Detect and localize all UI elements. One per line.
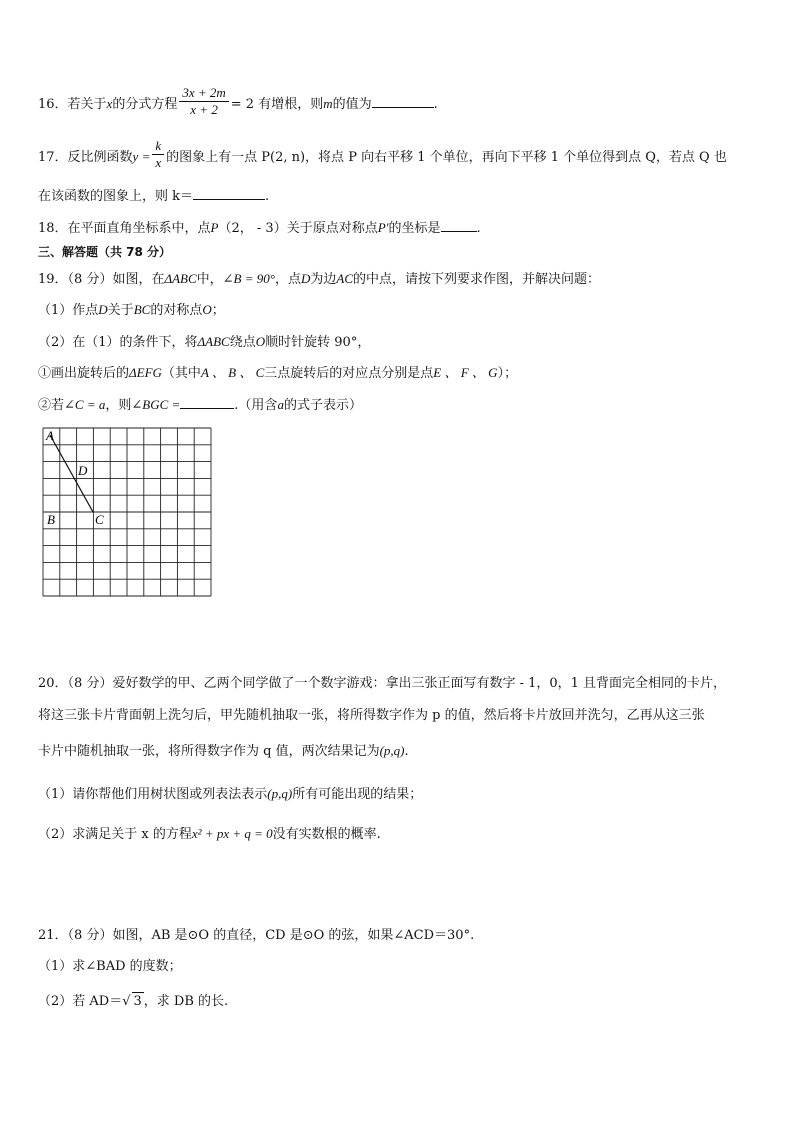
y-equals: y = <box>132 149 151 164</box>
q19-p1-b: 关于 <box>107 303 134 318</box>
q21-p2b: ，求 DB 的长. <box>143 994 229 1009</box>
q19-s2-end: .（用含 <box>234 398 278 413</box>
q19-part-2 <box>38 333 370 352</box>
q19-p2-c: 顺时针旋转 90°， <box>265 335 371 350</box>
label-a: A <box>46 428 54 443</box>
question-19 <box>38 270 600 289</box>
q17-text: 的图象上有一点 P(2, n)，将点 P 向右平移 1 个单位，再向下平移 1 个单位得到点 Q，若点 Q 也 <box>166 150 727 165</box>
q20-line3a: 卡片中随机抽取一张，将所得数字作为 q 值，两次结果记为 <box>38 744 380 759</box>
q16-text-2: = 2 有增根，则 <box>230 97 324 112</box>
side-bc: BC <box>133 302 151 317</box>
fraction <box>152 138 164 171</box>
question-20-line-3 <box>38 742 409 761</box>
triangle-abc: ΔABC <box>164 271 197 286</box>
q21-part-1: （1）求∠BAD 的度数； <box>38 959 182 974</box>
pair-pq: (p,q) <box>267 786 293 801</box>
q17-line2: 在该函数的图象上，则 k＝ <box>38 189 194 204</box>
q19-s2-tail: 的式子表示） <box>283 398 362 413</box>
point-p: P <box>210 220 219 235</box>
q18-tail: 的坐标是 <box>388 221 441 236</box>
angle-bgc: ∠BGC = <box>131 397 181 412</box>
alpha: a <box>277 397 284 412</box>
q19-subpart-2 <box>38 396 362 415</box>
var-m: m <box>323 96 333 111</box>
angle-b: ∠B = 90° <box>222 271 275 286</box>
q19-s2-b: ，则 <box>105 398 132 413</box>
q18-coords: （2， - 3）关于原点对称点 <box>218 221 378 236</box>
q19-intro-e: 的中点，请按下列要求作图，并解决问题： <box>353 272 601 287</box>
grid-lines <box>43 428 211 596</box>
equation: x² + px + q = 0 <box>191 826 273 841</box>
question-20: 20．（8 分）爱好数学的甲、乙两个同学做了一个数字游戏：拿出三张正面写有数字 - 1，0，1 且背面完全相同的卡片， <box>38 676 727 691</box>
question-16 <box>38 85 438 121</box>
q16-text-3: 的值为 <box>332 97 372 112</box>
sqrt-value: 3 <box>133 994 142 1009</box>
side-ac: AC <box>336 271 354 286</box>
q16-text-1: 的分式方程 <box>112 97 178 112</box>
q20-line3b: . <box>404 744 409 759</box>
q19-s2-a: ②若 <box>38 398 65 413</box>
points-efg: E 、 F 、 G <box>433 365 498 380</box>
label-c: C <box>95 512 104 527</box>
question-18 <box>38 219 481 238</box>
q16-number: 16．若关于 <box>38 97 107 112</box>
answer-blank <box>372 95 434 108</box>
q20-p1a: （1）请你帮他们用树状图或列表法表示 <box>38 787 268 802</box>
point-o: O <box>255 334 266 349</box>
q20-p1b: 所有可能出现的结果； <box>292 787 423 802</box>
q19-part-1 <box>38 301 225 320</box>
q19-s1-d: ）； <box>497 366 518 381</box>
q19-s1-a: ①画出旋转后的 <box>38 366 130 381</box>
q19-p2-b: 绕点 <box>229 335 256 350</box>
q19-p1-a: （1）作点 <box>38 303 99 318</box>
q18-text: 18．在平面直角坐标系中，点 <box>38 221 211 236</box>
point-p-prime: P′ <box>377 220 389 235</box>
point-o: O <box>202 302 212 317</box>
q19-intro-c: ，点 <box>274 272 301 287</box>
question-17-line-2 <box>38 187 269 206</box>
q19-s1-b: （其中 <box>161 366 201 381</box>
point-d: D <box>300 271 311 286</box>
q20-p2b: 没有实数根的概率. <box>272 827 381 842</box>
question-21: 21．（8 分）如图，AB 是⊙O 的直径，CD 是⊙O 的弦，如果∠ACD＝30°. <box>38 928 475 943</box>
triangle-efg: ΔEFG <box>129 365 162 380</box>
fraction-denominator: x <box>155 155 162 170</box>
answer-blank <box>193 187 265 200</box>
answer-blank <box>441 219 477 232</box>
pair-pq: (p,q) <box>379 743 405 758</box>
q19-intro-d: 为边 <box>310 272 337 287</box>
q19-s1-c: 三点旋转后的对应点分别是点 <box>264 366 434 381</box>
sqrt-symbol: √ <box>122 994 131 1009</box>
label-d: D <box>78 463 88 478</box>
q21-part-2 <box>38 992 228 1011</box>
section-heading: 三、解答题（共 78 分） <box>38 245 172 259</box>
answer-blank <box>180 396 234 409</box>
q17-number: 17．反比例函数 <box>38 150 133 165</box>
var-x: x <box>106 96 113 111</box>
q21-p2a: （2）若 AD＝ <box>38 994 123 1009</box>
q19-intro-a: 19．（8 分）如图，在 <box>38 272 165 287</box>
point-d: D <box>98 302 108 317</box>
q20-part-1 <box>38 785 422 804</box>
grid-diagram <box>42 427 214 597</box>
q19-p1-c: 的对称点 <box>150 303 203 318</box>
q20-part-2 <box>38 825 381 844</box>
q19-p1-end: ； <box>211 303 225 318</box>
q16-end: . <box>433 97 438 112</box>
question-17 <box>38 138 727 174</box>
fraction <box>179 85 228 118</box>
q19-subpart-1 <box>38 364 517 383</box>
q17-end: . <box>265 189 270 204</box>
label-b: B <box>47 512 55 527</box>
triangle-abc: ΔABC <box>197 334 230 349</box>
q18-end: . <box>476 221 481 236</box>
fraction-numerator: k <box>152 138 164 155</box>
question-20-line-2: 将这三张卡片背面朝上洗匀后，甲先随机抽取一张，将所得数字作为 p 的值，然后将卡片放回并洗匀，乙再从这三张 <box>38 708 705 723</box>
fraction-numerator: 3x + 2m <box>179 85 228 102</box>
q19-p2-a: （2）在（1）的条件下，将 <box>38 335 198 350</box>
q19-intro-b: 中， <box>196 272 223 287</box>
fraction-denominator: x + 2 <box>190 102 218 117</box>
q20-p2a: （2）求满足关于 x 的方程 <box>38 827 192 842</box>
angle-c: ∠C = a <box>64 397 106 412</box>
points-abc: A 、 B 、 C <box>200 365 265 380</box>
